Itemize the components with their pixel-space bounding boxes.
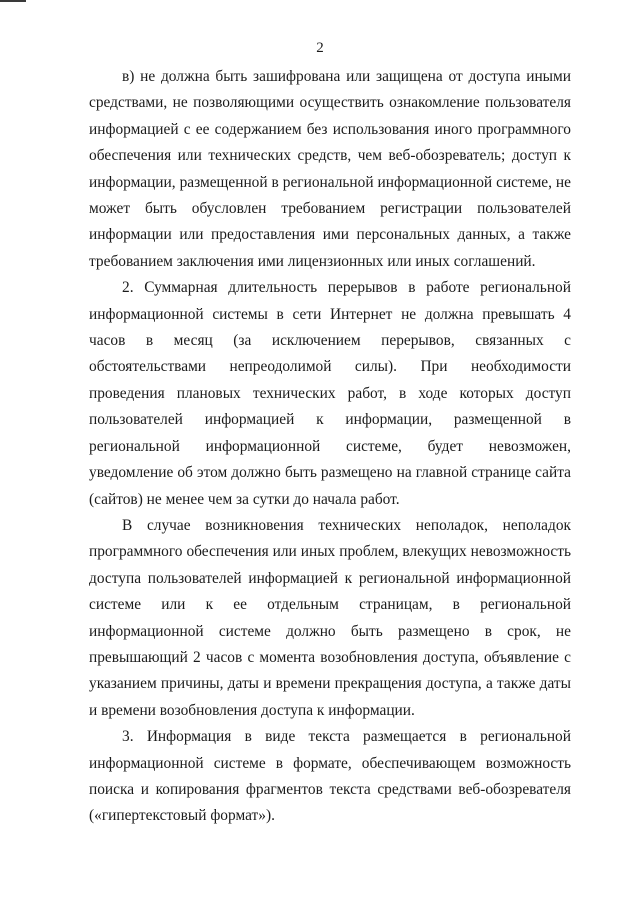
- paragraph-point-2: 2. Суммарная длительность перерывов в работе региональной информационной системы в сети Интернет не должна превышать 4 часов в месяц (за исключением перерывов, связанных с обстоятельствами непреодолимой силы). При необходимости проведения плановых технических работ, в ходе которых доступ пользователей информацией к информации, размещенной в региональной информационной системе, будет невозможен, уведомление об этом должно быть размещено на главной странице сайта (сайтов) не менее чем за сутки до начала работ.: [89, 279, 571, 508]
- scan-edge-mark: [0, 0, 26, 2]
- paragraph-technical-issues: В случае возникновения технических неполадок, неполадок программного обеспечения или иных проблем, влекущих невозможность доступа пользователей информацией к региональной информационной системе или к ее отдельным страницам, в региональной информационной системе должно быть размещено в срок, не превышающий 2 часов с момента возобновления доступа, объявление с указанием причины, даты и времени прекращения доступа, а также даты и времени возобновления доступа к информации.: [89, 516, 571, 719]
- paragraph-subpoint-v: в) не должна быть зашифрована или защищена от доступа иными средствами, не позволяющими осуществить ознакомление пользователя информацией с ее содержанием без использования иного программного обеспечения или технических средств, чем веб-обозреватель; доступ к информации, размещенной в региональной информационной системе, не может быть обусловлен требованием регистрации пользователей информации или предоставления ими персональных данных, а также требованием заключения ими лицензионных или иных соглашений.: [89, 68, 571, 270]
- paragraph-point-3: 3. Информация в виде текста размещается в региональной информационной системе в формате, обеспечивающем возможность поиска и копирования фрагментов текста средствами веб-обозревателя («гипертекстовый формат»).: [89, 728, 571, 825]
- document-body: [89, 64, 571, 830]
- page-number: 2: [316, 40, 324, 56]
